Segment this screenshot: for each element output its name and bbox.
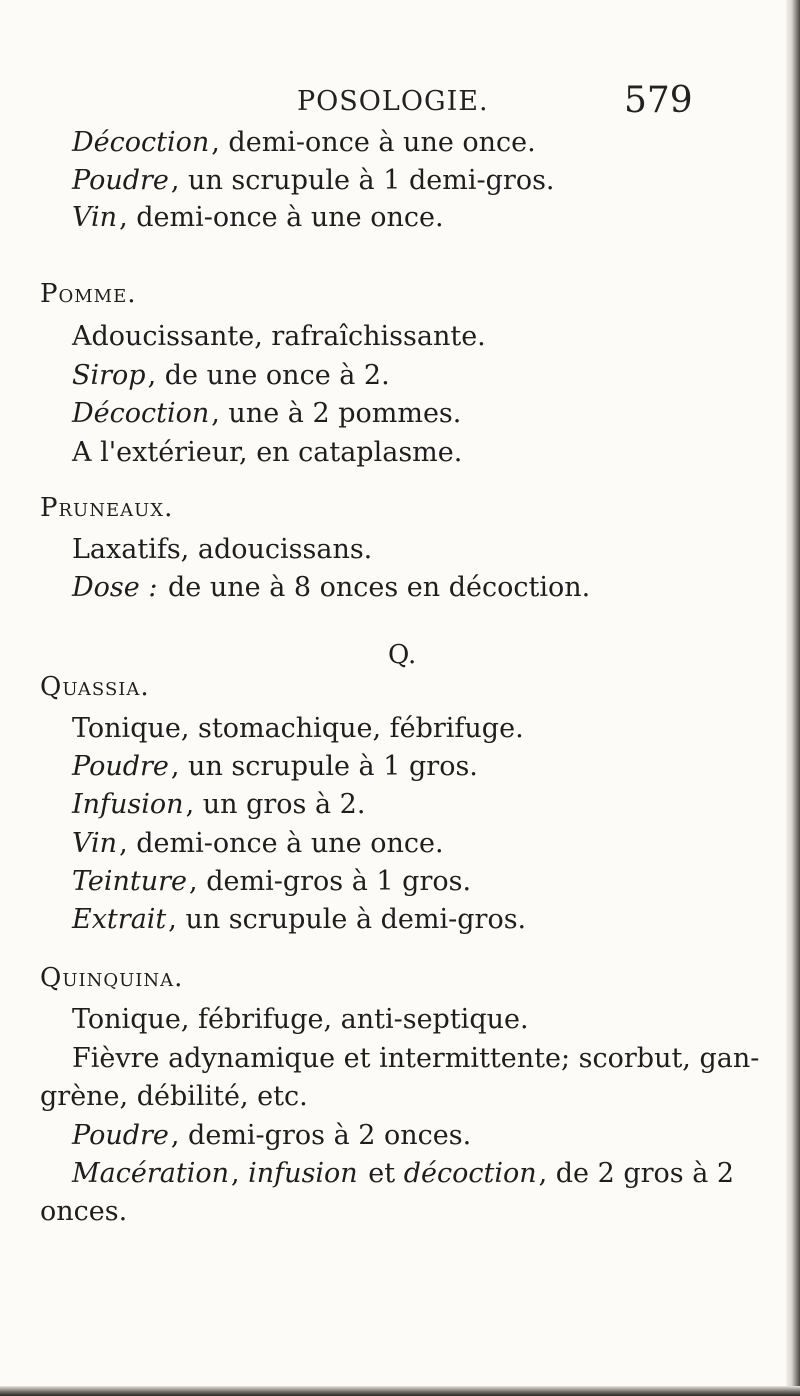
quinquina-indications-cont: grène, débilité, etc.	[40, 1081, 308, 1112]
term-sirop: Sirop	[72, 360, 146, 391]
term-vin: Vin	[72, 202, 118, 233]
term-dose: Dose :	[72, 572, 158, 603]
heading-quinquina: Quinquina.	[40, 963, 184, 993]
entry-text: , une à 2 pommes.	[211, 398, 462, 429]
pruneaux-properties: Laxatifs, adoucissans.	[72, 534, 373, 565]
entry-text: , un scrupule à 1 gros.	[170, 751, 478, 782]
entry-text: , un gros à 2.	[185, 789, 366, 820]
heading-pomme: Pomme.	[40, 279, 137, 309]
term-decoction: décoction	[403, 1158, 537, 1189]
term-infusion: infusion	[248, 1158, 358, 1189]
quassia-teinture	[72, 865, 471, 899]
running-header: POSOLOGIE.	[297, 86, 489, 117]
separator: et	[359, 1158, 404, 1189]
term-vin: Vin	[72, 828, 118, 859]
quinquina-properties: Tonique, fébrifuge, anti-septique.	[72, 1004, 529, 1035]
entry-text: , demi-once à une once.	[119, 202, 444, 233]
quassia-infusion	[72, 788, 365, 822]
page-edge-shadow	[786, 0, 800, 1396]
term-poudre: Poudre	[72, 165, 169, 196]
entry-line-poudre	[72, 164, 555, 198]
quinquina-maceration	[72, 1157, 734, 1191]
quinquina-indications: Fièvre adynamique et intermittente; scorbut, gan-	[72, 1043, 760, 1074]
quinquina-poudre	[72, 1119, 471, 1153]
entry-text: , demi-once à une once.	[119, 828, 444, 859]
quinquina-maceration-cont: onces.	[40, 1196, 128, 1227]
heading-quassia: Quassia.	[40, 672, 150, 702]
pruneaux-dose	[72, 571, 590, 605]
term-infusion: Infusion	[72, 789, 184, 820]
entry-text: , un scrupule à 1 demi-gros.	[170, 165, 555, 196]
term-poudre: Poudre	[72, 1120, 169, 1151]
entry-text: , demi-once à une once.	[211, 127, 536, 158]
term-extrait: Extrait	[72, 904, 167, 935]
page-number: 579	[624, 80, 693, 121]
entry-text: , demi-gros à 2 onces.	[170, 1120, 472, 1151]
separator: ,	[230, 1158, 249, 1189]
entry-text: , un scrupule à demi-gros.	[168, 904, 527, 935]
quassia-vin	[72, 827, 444, 861]
entry-text: , de 2 gros à 2	[538, 1158, 735, 1189]
section-letter-q: Q.	[388, 640, 417, 670]
pomme-exterieur: A l'extérieur, en cataplasme.	[72, 437, 463, 468]
entry-line-decoction	[72, 126, 536, 160]
page-bottom-edge	[0, 1386, 800, 1396]
heading-pruneaux: Pruneaux.	[40, 493, 174, 523]
quassia-poudre	[72, 750, 478, 784]
term-maceration: Macération	[72, 1158, 229, 1189]
entry-text: de une à 8 onces en décoction.	[159, 572, 591, 603]
quassia-properties: Tonique, stomachique, fébrifuge.	[72, 713, 524, 744]
quassia-extrait	[72, 903, 526, 937]
entry-text: , demi-gros à 1 gros.	[189, 866, 472, 897]
entry-line-vin	[72, 201, 444, 235]
entry-text: , de une once à 2.	[147, 360, 390, 391]
term-decoction: Décoction	[72, 398, 210, 429]
pomme-sirop	[72, 359, 390, 393]
pomme-properties: Adoucissante, rafraîchissante.	[72, 321, 486, 352]
term-poudre: Poudre	[72, 751, 169, 782]
term-decoction: Décoction	[72, 127, 210, 158]
pomme-decoction	[72, 397, 461, 431]
term-teinture: Teinture	[72, 866, 188, 897]
